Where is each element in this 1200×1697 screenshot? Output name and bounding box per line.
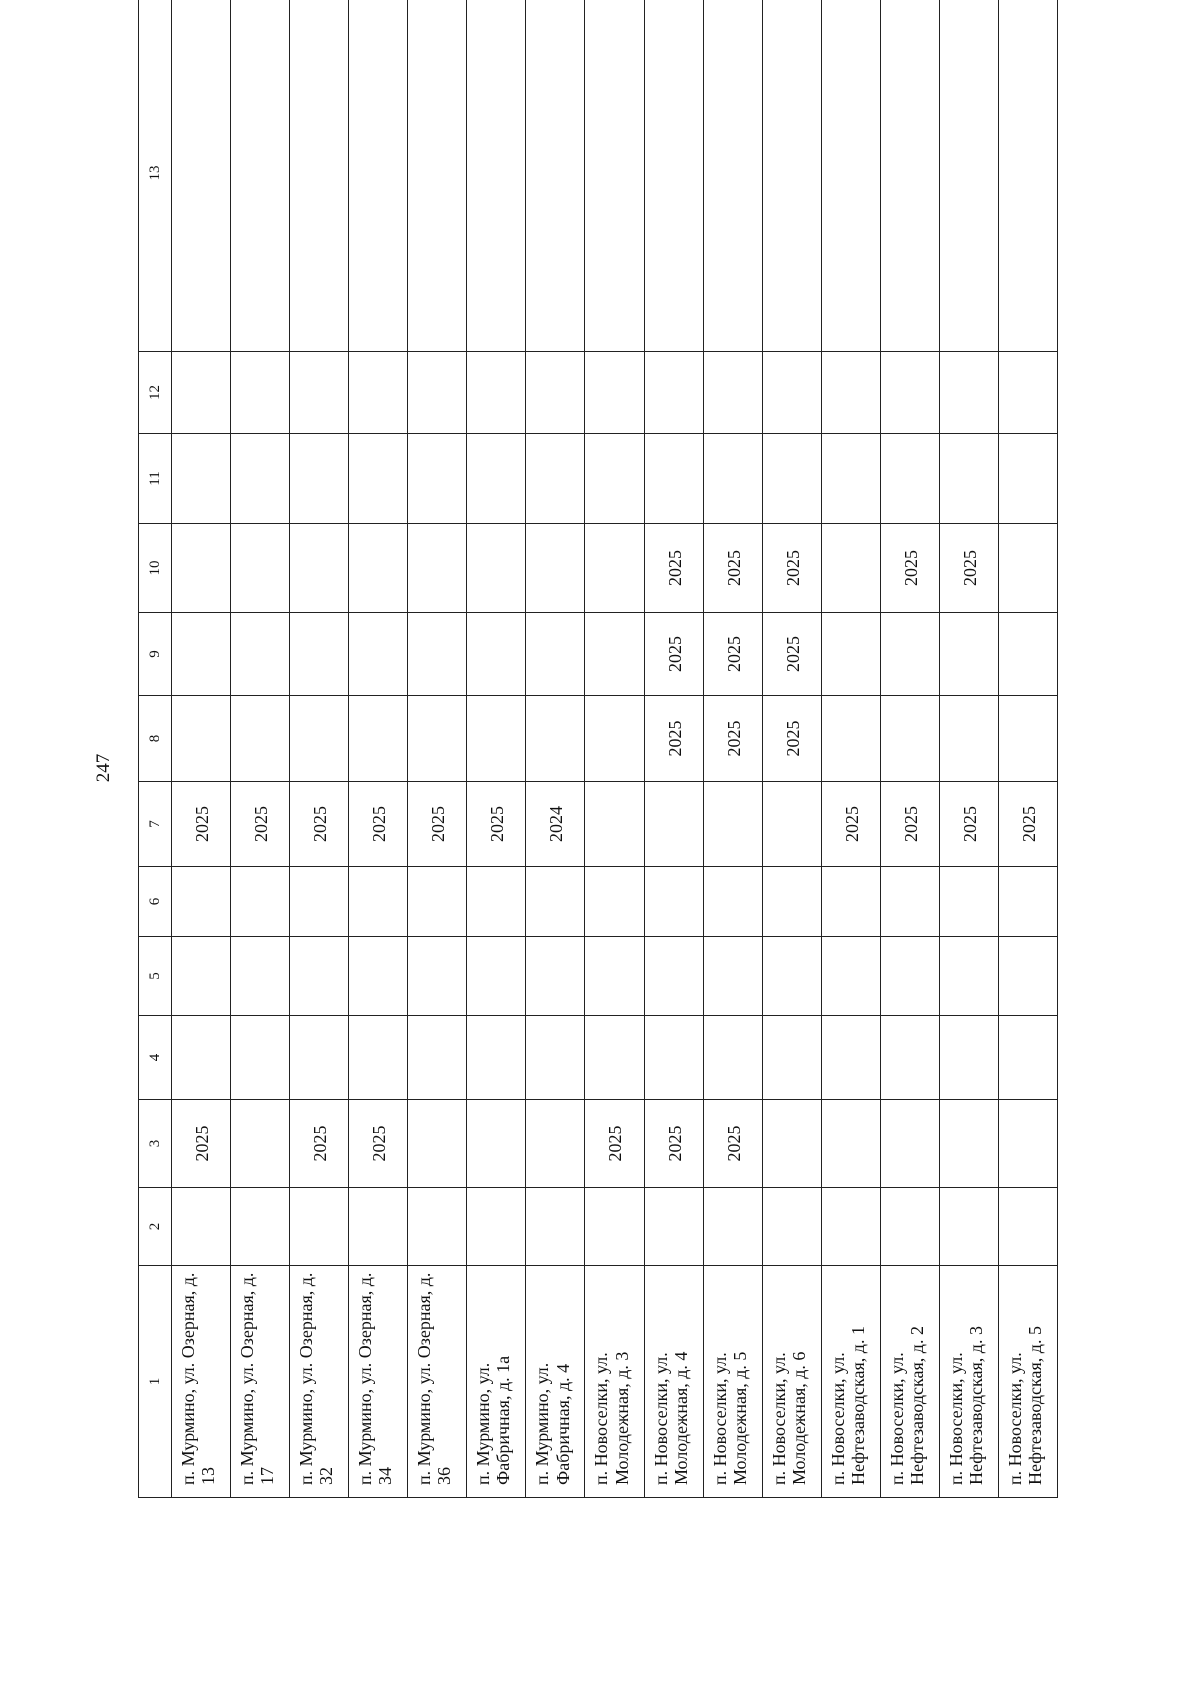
year-cell: 2025 [821,782,880,867]
col-header: 8 [139,696,172,782]
year-cell [231,1100,290,1188]
year-cell: 2025 [644,613,703,696]
year-cell [349,0,408,352]
year-cell [821,524,880,613]
address-cell: п. Новоселки, ул. Нефтезаводская, д. 2 [880,1266,939,1498]
year-cell [762,434,821,524]
year-cell [762,1100,821,1188]
col-header: 3 [139,1100,172,1188]
table-row [998,0,1057,1498]
year-cell [585,434,644,524]
address-cell: п. Мурмино, ул. Озерная, д. 17 [231,1266,290,1498]
col-header: 10 [139,524,172,613]
year-cell: 2025 [880,524,939,613]
year-cell [290,352,349,434]
year-cell [880,937,939,1016]
year-cell: 2025 [703,524,762,613]
table-row [290,0,349,1498]
address-cell: п. Новоселки, ул. Молодежная, д. 3 [585,1266,644,1498]
year-cell [939,352,998,434]
col-header: 4 [139,1016,172,1100]
year-cell [762,1016,821,1100]
year-cell [880,696,939,782]
year-cell [762,352,821,434]
year-cell [703,867,762,937]
header-row [139,0,172,1498]
year-cell [644,867,703,937]
year-cell [998,0,1057,352]
year-cell [703,0,762,352]
address-cell: п. Мурмино, ул. Озерная, д. 36 [408,1266,467,1498]
address-cell: п. Новоселки, ул. Молодежная, д. 6 [762,1266,821,1498]
year-cell [762,937,821,1016]
year-cell [231,937,290,1016]
year-cell [585,1188,644,1266]
year-cell [172,696,231,782]
year-cell [880,1100,939,1188]
year-cell [290,434,349,524]
year-cell [349,434,408,524]
year-cell [349,524,408,613]
address-cell: п. Мурмино, ул. Озерная, д. 32 [290,1266,349,1498]
year-cell [349,352,408,434]
address-cell: п. Новоселки, ул. Нефтезаводская, д. 5 [998,1266,1057,1498]
year-cell [939,867,998,937]
year-cell [467,613,526,696]
year-cell: 2025 [644,1100,703,1188]
year-cell [762,867,821,937]
col-header: 6 [139,867,172,937]
year-cell [290,0,349,352]
year-cell [821,696,880,782]
year-cell [821,1100,880,1188]
col-header: 7 [139,782,172,867]
year-cell [408,0,467,352]
year-cell [585,352,644,434]
year-cell [939,696,998,782]
year-cell [998,1188,1057,1266]
year-cell [585,696,644,782]
year-cell [880,0,939,352]
table-row [644,0,703,1498]
year-cell [880,434,939,524]
year-cell [821,867,880,937]
year-cell: 2025 [644,524,703,613]
year-cell: 2025 [290,782,349,867]
year-cell [467,1100,526,1188]
year-cell [526,352,585,434]
year-cell [172,434,231,524]
year-cell [172,352,231,434]
year-cell [290,867,349,937]
year-cell [526,524,585,613]
year-cell [821,0,880,352]
col-header: 11 [139,434,172,524]
address-cell: п. Новоселки, ул. Молодежная, д. 4 [644,1266,703,1498]
year-cell [467,696,526,782]
year-cell [880,1188,939,1266]
year-cell [172,867,231,937]
table-row [408,0,467,1498]
year-cell [467,524,526,613]
year-cell [349,937,408,1016]
year-cell [349,1188,408,1266]
year-cell [231,0,290,352]
year-cell: 2025 [703,613,762,696]
year-cell [172,0,231,352]
year-cell [467,434,526,524]
year-cell [172,524,231,613]
year-cell [172,937,231,1016]
year-cell [349,867,408,937]
year-cell [526,696,585,782]
table-row [939,0,998,1498]
year-cell [585,1016,644,1100]
table-row [880,0,939,1498]
year-cell: 2024 [526,782,585,867]
year-cell [644,0,703,352]
table-row [821,0,880,1498]
year-cell [231,867,290,937]
year-cell: 2025 [939,524,998,613]
year-cell [408,1188,467,1266]
year-cell [998,352,1057,434]
year-cell [880,613,939,696]
year-cell [644,1188,703,1266]
year-cell [526,0,585,352]
year-cell [526,937,585,1016]
table-row [703,0,762,1498]
year-cell [762,1188,821,1266]
year-cell [821,434,880,524]
year-cell: 2025 [762,613,821,696]
col-header: 13 [139,0,172,352]
col-header: 1 [139,1266,172,1498]
year-cell [290,937,349,1016]
year-cell [408,613,467,696]
year-cell [526,1100,585,1188]
address-cell: п. Мурмино, ул. Фабричная, д. 4 [526,1266,585,1498]
year-cell [703,352,762,434]
col-header: 9 [139,613,172,696]
year-cell [290,1188,349,1266]
year-cell [585,524,644,613]
address-cell: п. Мурмино, ул. Озерная, д. 34 [349,1266,408,1498]
year-cell [408,1016,467,1100]
year-cell: 2025 [467,782,526,867]
year-cell: 2025 [703,1100,762,1188]
year-cell [231,352,290,434]
year-cell [231,524,290,613]
year-cell [703,434,762,524]
year-cell [880,867,939,937]
year-cell [172,1016,231,1100]
year-cell [585,867,644,937]
year-cell [408,434,467,524]
year-cell: 2025 [703,696,762,782]
year-cell [408,1100,467,1188]
year-cell [172,1188,231,1266]
year-cell [821,613,880,696]
year-cell [939,937,998,1016]
year-cell: 2025 [939,782,998,867]
year-cell [644,1016,703,1100]
year-cell [467,0,526,352]
year-cell [526,1016,585,1100]
year-cell [467,352,526,434]
address-cell: п. Новоселки, ул. Нефтезаводская, д. 3 [939,1266,998,1498]
year-cell [467,1016,526,1100]
year-cell [290,1016,349,1100]
year-cell [585,0,644,352]
year-cell [349,613,408,696]
year-cell [703,937,762,1016]
year-cell [762,0,821,352]
schedule-table [138,0,1058,1498]
table-row [585,0,644,1498]
table-row [172,0,231,1498]
year-cell [290,613,349,696]
year-cell [467,867,526,937]
year-cell: 2025 [880,782,939,867]
year-cell [349,1016,408,1100]
year-cell [644,937,703,1016]
year-cell [231,434,290,524]
year-cell [408,524,467,613]
year-cell [290,696,349,782]
year-cell [290,524,349,613]
year-cell [939,0,998,352]
year-cell [644,782,703,867]
year-cell [821,1016,880,1100]
col-header: 2 [139,1188,172,1266]
year-cell [349,696,408,782]
address-cell: п. Новоселки, ул. Молодежная, д. 5 [703,1266,762,1498]
year-cell [172,613,231,696]
table-row [526,0,585,1498]
year-cell: 2025 [349,782,408,867]
table-row [467,0,526,1498]
year-cell [939,434,998,524]
year-cell: 2025 [585,1100,644,1188]
year-cell [939,1100,998,1188]
table-row [231,0,290,1498]
year-cell [998,1016,1057,1100]
year-cell: 2025 [290,1100,349,1188]
year-cell [408,352,467,434]
year-cell [585,937,644,1016]
year-cell: 2025 [998,782,1057,867]
year-cell: 2025 [762,696,821,782]
year-cell: 2025 [408,782,467,867]
year-cell [880,352,939,434]
col-header: 12 [139,352,172,434]
year-cell [467,937,526,1016]
year-cell [998,434,1057,524]
year-cell [939,1016,998,1100]
page-number: 247 [93,753,114,783]
year-cell: 2025 [349,1100,408,1188]
year-cell [231,1188,290,1266]
year-cell [526,434,585,524]
year-cell [526,867,585,937]
year-cell: 2025 [231,782,290,867]
year-cell [585,613,644,696]
year-cell: 2025 [762,524,821,613]
year-cell [644,434,703,524]
col-header: 5 [139,937,172,1016]
year-cell: 2025 [172,1100,231,1188]
year-cell [998,524,1057,613]
year-cell: 2025 [172,782,231,867]
table-row [349,0,408,1498]
year-cell [408,937,467,1016]
year-cell [880,1016,939,1100]
year-cell [231,696,290,782]
year-cell [467,1188,526,1266]
year-cell [998,613,1057,696]
year-cell [703,782,762,867]
table-row [762,0,821,1498]
year-cell [703,1016,762,1100]
year-cell [821,1188,880,1266]
year-cell [231,613,290,696]
year-cell [408,696,467,782]
year-cell [526,613,585,696]
year-cell [231,1016,290,1100]
year-cell [821,352,880,434]
year-cell [703,1188,762,1266]
year-cell [939,1188,998,1266]
year-cell [998,1100,1057,1188]
year-cell [762,782,821,867]
address-cell: п. Мурмино, ул. Фабричная, д. 1а [467,1266,526,1498]
year-cell [585,782,644,867]
address-cell: п. Новоселки, ул. Нефтезаводская, д. 1 [821,1266,880,1498]
year-cell [939,613,998,696]
year-cell [821,937,880,1016]
year-cell [644,352,703,434]
year-cell [998,937,1057,1016]
table-container [138,95,1058,1498]
year-cell [998,696,1057,782]
year-cell: 2025 [644,696,703,782]
address-cell: п. Мурмино, ул. Озерная, д. 13 [172,1266,231,1498]
year-cell [526,1188,585,1266]
year-cell [408,867,467,937]
year-cell [998,867,1057,937]
